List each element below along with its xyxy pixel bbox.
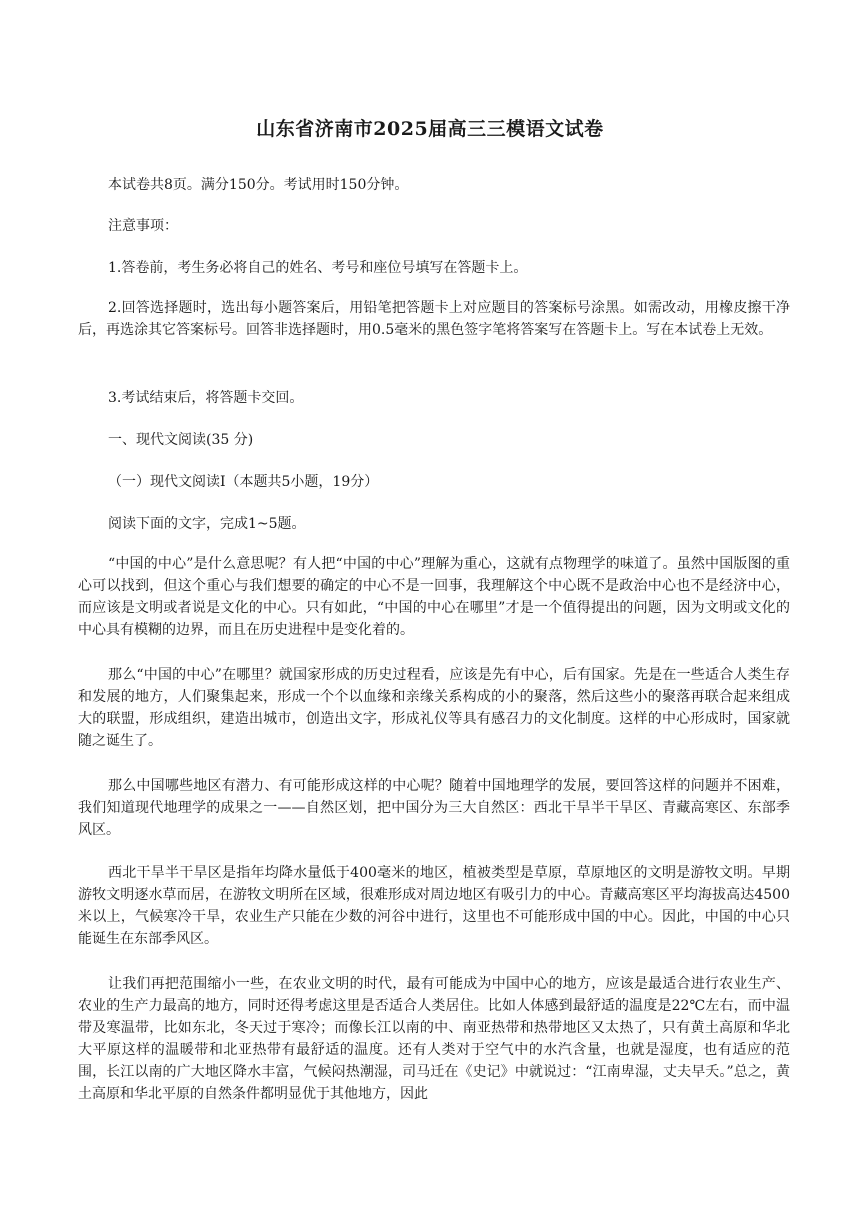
page-title: 山东省济南市2025届高三三模语文试卷 (256, 118, 604, 140)
section-heading: 一、现代文阅读(35 分) (108, 432, 254, 448)
subsection-heading: （一）现代文阅读Ⅰ（本题共5小题，19分） (108, 474, 379, 490)
notice-heading: 注意事项： (108, 218, 178, 234)
notice-item-2: 2.回答选择题时，选出每小题答案后，用铅笔把答题卡上对应题目的答案标号涂黑。如需改动，用橡皮擦干净后，再选涂其它答案标号。回答非选择题时，用0.5毫米的黑色签字笔将答案写在答题卡上。写在本试卷上无效。 (78, 300, 790, 338)
passage-paragraph: 那么中国哪些地区有潜力、有可能形成这样的中心呢？随着中国地理学的发展，要回答这样的问题并不困难，我们知道现代地理学的成果之一——自然区划，把中国分为三大自然区：西北干旱半干旱区、青藏高寒区、东部季风区。 (78, 778, 790, 838)
passage-paragraph: 那么“中国的中心”在哪里？就国家形成的历史过程看，应该是先有中心，后有国家。先是在一些适合人类生存和发展的地方，人们聚集起来，形成一个个以血缘和亲缘关系构成的小的聚落，然后这些小的聚落再联合起来组成大的联盟，形成组织，建造出城市，创造出文字，形成礼仪等具有感召力的文化制度。这样的中心形成时，国家就随之诞生了。 (78, 667, 790, 749)
passage-paragraph: 让我们再把范围缩小一些，在农业文明的时代，最有可能成为中国中心的地方，应该是最适合进行农业生产、农业的生产力最高的地方，同时还得考虑这里是否适合人类居住。比如人体感到最舒适的温度是22℃左右，而中温带及寒温带，比如东北，冬天过于寒冷；而像长江以南的中、南亚热带和热带地区又太热了，只有黄土高原和华北大平原这样的温暖带和北亚热带有最舒适的温度。还有人类对于空气中的水汽含量，也就是湿度，也有适应的范围，长江以南的广大地区降水丰富，气候闷热潮湿，司马迁在《史记》中就说过：“江南卑湿，丈夫早夭。”总之，黄土高原和华北平原的自然条件都明显优于其他地方，因此 (78, 976, 790, 1102)
notice-item-1: 1.答卷前，考生务必将自己的姓名、考号和座位号填写在答题卡上。 (108, 260, 528, 276)
reading-instruction: 阅读下面的文字，完成1~5题。 (108, 516, 306, 532)
passage-paragraph: “中国的中心”是什么意思呢？有人把“中国的中心”理解为重心，这就有点物理学的味道了。虽然中国版图的重心可以找到，但这个重心与我们想要的确定的中心不是一回事，我理解这个中心既不是政治中心也不是经济中心，而应该是文明或者说是文化的中心。只有如此，“中国的中心在哪里”才是一个值得提出的问题，因为文明或文化的中心具有模糊的边界，而且在历史进程中是变化着的。 (78, 556, 790, 638)
passage-paragraph: 西北干旱半干旱区是指年均降水量低于400毫米的地区，植被类型是草原，草原地区的文明是游牧文明。早期游牧文明逐水草而居，在游牧文明所在区域，很难形成对周边地区有吸引力的中心。青藏高寒区平均海拔高达4500米以上，气候寒冷干旱，农业生产只能在少数的河谷中进行，这里也不可能形成中国的中心。因此，中国的中心只能诞生在东部季风区。 (78, 865, 790, 947)
exam-intro: 本试卷共8页。满分150分。考试用时150分钟。 (108, 177, 409, 193)
notice-item-3: 3.考试结束后，将答题卡交回。 (108, 390, 304, 406)
